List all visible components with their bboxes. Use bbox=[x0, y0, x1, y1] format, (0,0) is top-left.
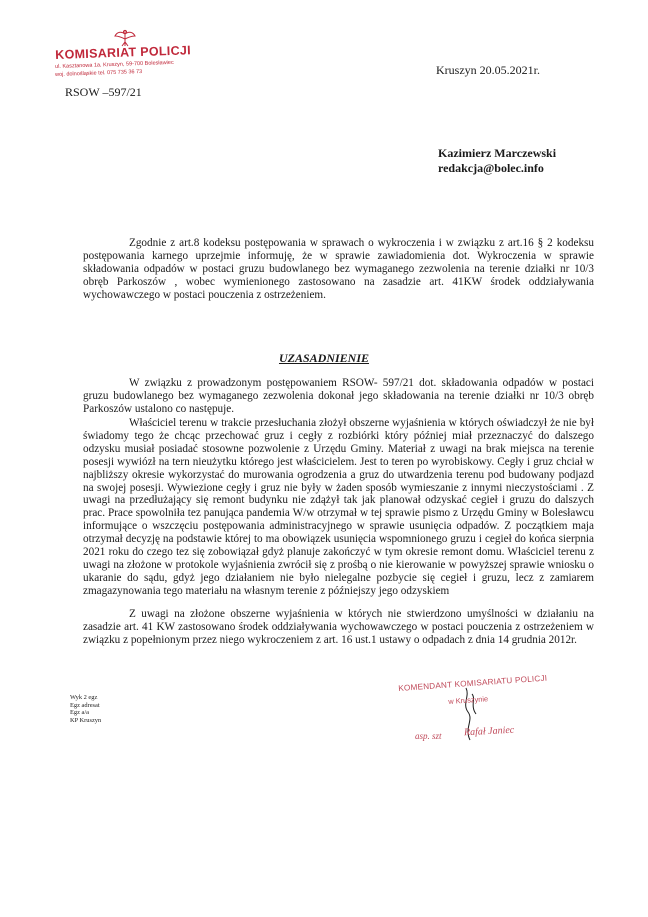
case-number: RSOW –597/21 bbox=[65, 85, 142, 99]
stamp-address: ul. Kasztanowa 1a, Kruszyn, 59-700 Bolesławiec bbox=[55, 59, 174, 70]
intro-text: Zgodnie z art.8 kodeksu postępowania w sprawach o wykroczenia i w związku z art.16 § 2 kodeksu postępowania karnego uprzejmie informuję, że w sprawie zawiadomienia dot. Wykroczenia w sprawie składowania odpadów w postaci gruzu budowlanego bez wymaganego zezwolenia na terenie działki nr 10/3 obręb Parkoszów , wobec wymienionego zastosowano na zasadzie art. 41KW środek oddziaływania wychowawczego w postaci pouczenia z ostrzeżeniem. bbox=[83, 237, 594, 301]
distribution-list bbox=[70, 694, 101, 724]
conclusion-text: Z uwagi na złożone obszerne wyjaśnienia w których nie stwierdzono umyślności w działaniu na zasadzie art. 41 KW zastosowano środek oddziaływania wychowawczego w postaci pouczenia z ostrzeżeniem w związku z popełnionym przez niego wykroczeniem z art. 16 ust.1 ustawy o odpadach z dnia 14 grudnia 2012r. bbox=[83, 608, 594, 646]
signature-stamp bbox=[398, 673, 588, 754]
intro-paragraph bbox=[83, 237, 594, 302]
recipient-email: redakcja@bolec.info bbox=[438, 161, 544, 175]
justification-paragraph-1 bbox=[83, 377, 594, 416]
stamp-title: KOMISARIAT POLICJI bbox=[55, 43, 192, 62]
distribution-item: Wyk 2 egz bbox=[70, 694, 98, 701]
recipient-block bbox=[438, 146, 556, 176]
distribution-item: Egz a/a bbox=[70, 709, 89, 717]
police-station-stamp bbox=[55, 28, 205, 88]
signature-stamp-title: KOMENDANT KOMISARIATU POLICJI bbox=[398, 673, 548, 693]
distribution-item: KP Kruszyn bbox=[70, 716, 102, 724]
signature-rank: asp. szt bbox=[415, 731, 442, 741]
recipient-name: Kazimierz Marczewski bbox=[438, 146, 557, 160]
justification-text-1: W związku z prowadzonym postępowaniem RSOW- 597/21 dot. składowania odpadów w postaci gruzu budowlanego bez wymaganego zezwolenia dokonał jego składowania na terenie działki nr 10/3 obręb Parkoszów ustalono co następuje. bbox=[83, 377, 594, 415]
signature-name: Rafał Janiec bbox=[463, 724, 515, 739]
letter-date: Kruszyn 20.05.2021r. bbox=[436, 63, 540, 77]
signature-stamp-location: w Kruszynie bbox=[448, 694, 489, 706]
distribution-item: Egz adresat bbox=[70, 701, 100, 709]
justification-text-2: Właściciel terenu w trakcie przesłuchania złożył obszerne wyjaśnienia w których oświadczył że nie był świadomy tego że chcąc przechować gruz i cegły z rozbiórki który później miał przeznaczyć do dalszego odzysku musiał posiadać stosowne pozwolenie z Urzędu Gminy. Materiał z uwagi na brak miejsca na terenie posesji wywiózł na tern nieużytku którego jest właścicielem. Jest to teren po wyrobiskowy. Cegły i gruz chciał w najbliższy okresie wykorzystać do murowania ogrodzenia a gruz do utwardzenia terenu pod budowany podjazd na swojej posesji. Wywiezione cegły i gruz nie były w żaden sposób wymieszanie z innymi nieczystościami . Z uwagi na przedłużający się remont budynku nie zdążył tak jak planował odzyskać cegieł i gruzu do dalszych prac. Prace spowolniła tez panująca pandemia W/w otrzymał w tej sprawie pismo z Urzędu Gminy w Bolesławcu informujące o wszczęciu postępowania administracyjnego w sprawie usunięcia odpadów. Z początkiem maja otrzymał decyzję na podstawie której to ma obowiązek usunięcia wspomnionego gruzu i cegieł do końca sierpnia 2021 roku do czego tez się zobowiązał gdyż planuje zakończyć w tym okresie remont domu. Właściciel terenu z uwagi na złożone w protokole wyjaśnienia zwrócił się z prośbą o nie kierowanie w powyższej sprawie wniosku o ukaranie do sądu, gdyż jego działaniem nie było nielegalne pozbycie się cegieł i gruzu, lecz z zamiarem zmagazynowania tego materiału na własnym terenie z późniejszy jego odzyskiem bbox=[83, 417, 594, 597]
conclusion-paragraph bbox=[83, 608, 594, 647]
justification-paragraph-2 bbox=[83, 417, 594, 598]
justification-heading: UZASADNIENIE bbox=[278, 351, 370, 365]
stamp-contact: woj. dolnośląskie tel. 075 735 36 73 bbox=[55, 68, 143, 78]
